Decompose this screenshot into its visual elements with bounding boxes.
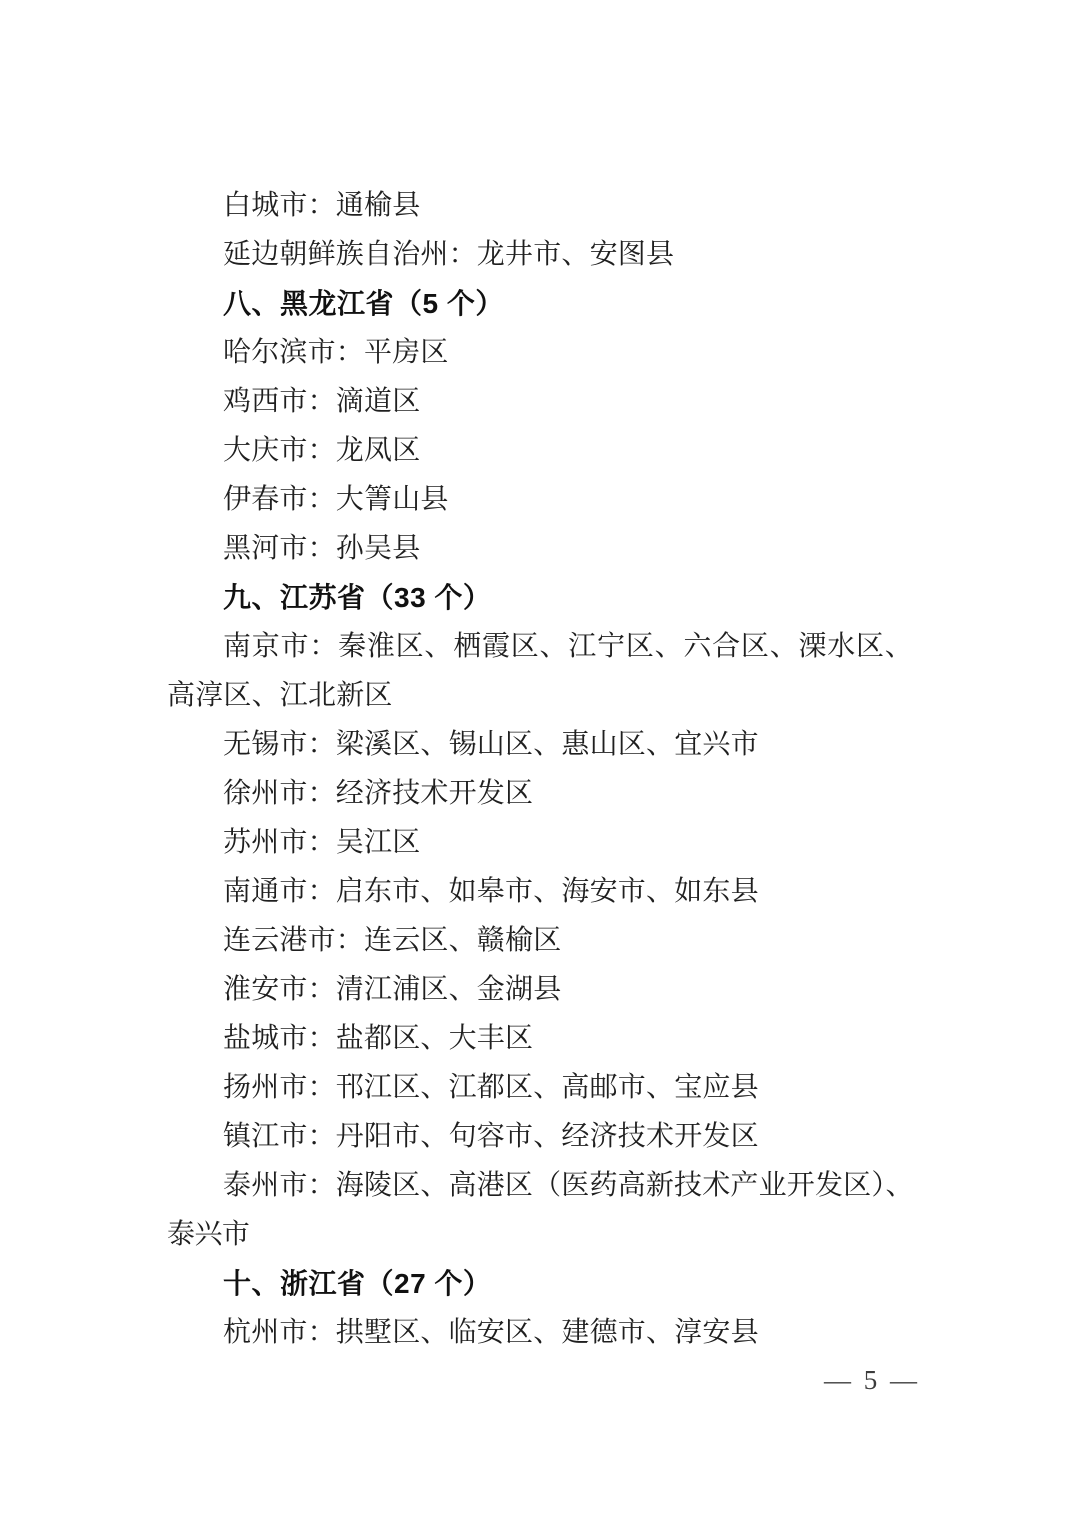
entry-haerbin: 哈尔滨市：平房区 [223,337,449,368]
entry-yancheng: 盐城市：盐都区、大丰区 [223,1023,534,1054]
document-body [167,181,913,1357]
page-number: — 5 — [824,1365,920,1395]
entry-yangzhou: 扬州市：邗江区、江都区、高邮市、宝应县 [223,1072,759,1103]
section-heading-zhejiang: 十、浙江省（27 个） [223,1268,492,1299]
entry-lianyungang: 连云港市：连云区、赣榆区 [223,925,562,956]
entry-baicheng: 白城市：通榆县 [223,190,421,221]
entry-huaian: 淮安市：清江浦区、金湖县 [223,974,562,1005]
entry-suzhou: 苏州市：吴江区 [223,827,421,858]
section-heading-jiangsu: 九、江苏省（33 个） [223,582,492,613]
section-heading-heilongjiang: 八、黑龙江省（5 个） [223,288,504,319]
entry-zhenjiang: 镇江市：丹阳市、句容市、经济技术开发区 [223,1121,759,1152]
entry-nanjing: 南京市：秦淮区、栖霞区、江宁区、六合区、溧水区、高淳区、江北新区 [167,631,913,711]
entry-daqing: 大庆市：龙凤区 [223,435,421,466]
entry-taizhou: 泰州市：海陵区、高港区（医药高新技术产业开发区）、泰兴市 [167,1170,913,1250]
entry-hangzhou: 杭州市：拱墅区、临安区、建德市、淳安县 [223,1317,759,1348]
entry-heihe: 黑河市：孙吴县 [223,533,421,564]
entry-wuxi: 无锡市：梁溪区、锡山区、惠山区、宜兴市 [223,729,759,760]
entry-yichun: 伊春市：大箐山县 [223,484,449,515]
entry-xuzhou: 徐州市：经济技术开发区 [223,778,534,809]
entry-yanbian: 延边朝鲜族自治州：龙井市、安图县 [223,239,675,270]
entry-jixi: 鸡西市：滴道区 [223,386,421,417]
entry-nantong: 南通市：启东市、如皋市、海安市、如东县 [223,876,759,907]
